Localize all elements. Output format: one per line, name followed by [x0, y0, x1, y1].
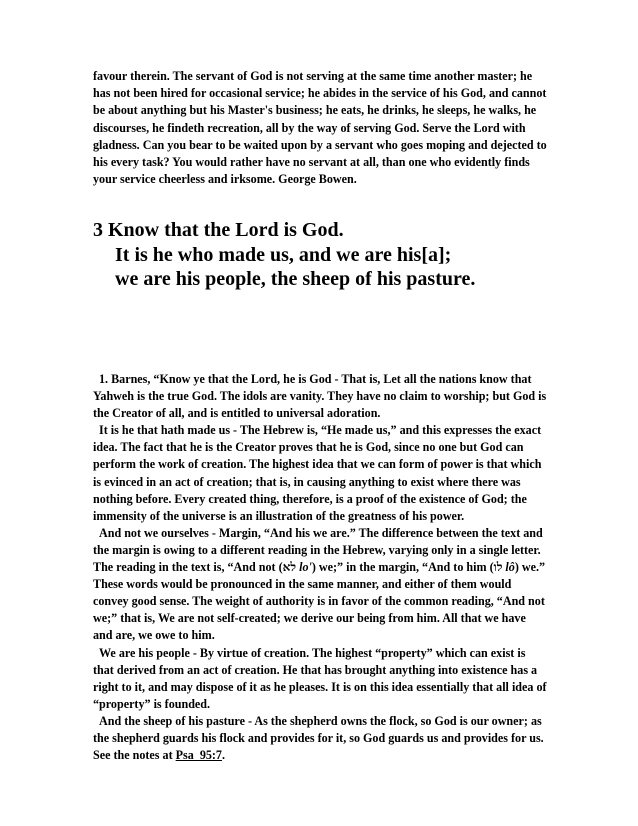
p5-text-a: And the sheep of his pasture - As the shepherd owns the flock, so God is our owner; as the shepherd guards his flock and provides for it, so God guards us and provides for us. See the notes at — [93, 713, 544, 763]
p3-text-e: ) we.” These words would be pronounced in the same manner, and either of them would convey good sense. The weight of authority is in favor of the common reading, “And not we;” that is, We are not self-created; we derive our being from him. All that we have and are, we owe to him. — [93, 560, 546, 643]
hebrew-word-lo-him: לו — [493, 560, 503, 575]
commentary-paragraph-3 — [93, 525, 548, 645]
commentary-paragraph-1: 1. Barnes, “Know ye that the Lord, he is God - That is, Let all the nations know that Yahweh is the true God. The idols are vanity. They have no claim to worship; but God is the Creator of all, and is entitled to universal adoration. — [93, 372, 547, 421]
commentary-paragraph-2: It is he that hath made us - The Hebrew is, “He made us,” and this expresses the exact idea. The fact that he is the Creator proves that he is God, since no one but God can perform the work of creation. The highest idea that we can form of power is that which is evinced in an act of creation; that is, in causing anything to exist where there was nothing before. Every created thing, therefore, is a proof of the existence of God; the immensity of the universe is an illustration of the greatness of his power. — [93, 423, 542, 523]
verse-line-3: we are his people, the sheep of his pasture. — [115, 268, 476, 290]
p3-text-c: ) we;” in the margin, “And to him ( — [311, 560, 494, 575]
intro-paragraph: favour therein. The servant of God is not serving at the same time another master; he has not been hired for occasional service; he abides in the service of his God, and cannot be about anything but his Master's business; he eats, he drinks, he sleeps, he walks, he discourses, he findeth recreation, all by the way of serving God. Serve the Lord with gladness. Can you bear to be waited upon by a servant who goes moping and dejected to his every task? You would rather have no servant at all, than one who evidently finds your service cheerless and irksome. George Bowen. — [93, 69, 547, 187]
commentary-block — [93, 371, 548, 764]
transliteration-lo: lo' — [299, 560, 312, 575]
transliteration-lo-him: lô — [505, 560, 515, 575]
scripture-reference-link[interactable]: Psa_95:7 — [175, 748, 222, 763]
commentary-paragraph-4: We are his people - By virtue of creation. The highest “property” which can exist is that derived from an act of creation. He that has brought anything into existence has a right to it, and may dispose of it as he pleases. It is on this idea essentially that all idea of “property” is founded. — [93, 645, 547, 711]
verse-line-2: It is he who made us, and we are his[a]; — [115, 243, 452, 266]
hebrew-word-lo: לא — [282, 560, 297, 575]
commentary-paragraph-5 — [93, 713, 548, 764]
verse-line-1: 3 Know that the Lord is God. — [93, 219, 344, 241]
intro-block — [93, 68, 548, 188]
verse-block — [93, 218, 563, 292]
p5-text-b: . — [221, 748, 226, 763]
p3-text-a: And not we ourselves - Margin, “And his we are.” The difference between the text and the margin is owing to a different reading in the Hebrew, varying only in a single letter. The reading in the text is, “And not ( — [93, 525, 543, 575]
